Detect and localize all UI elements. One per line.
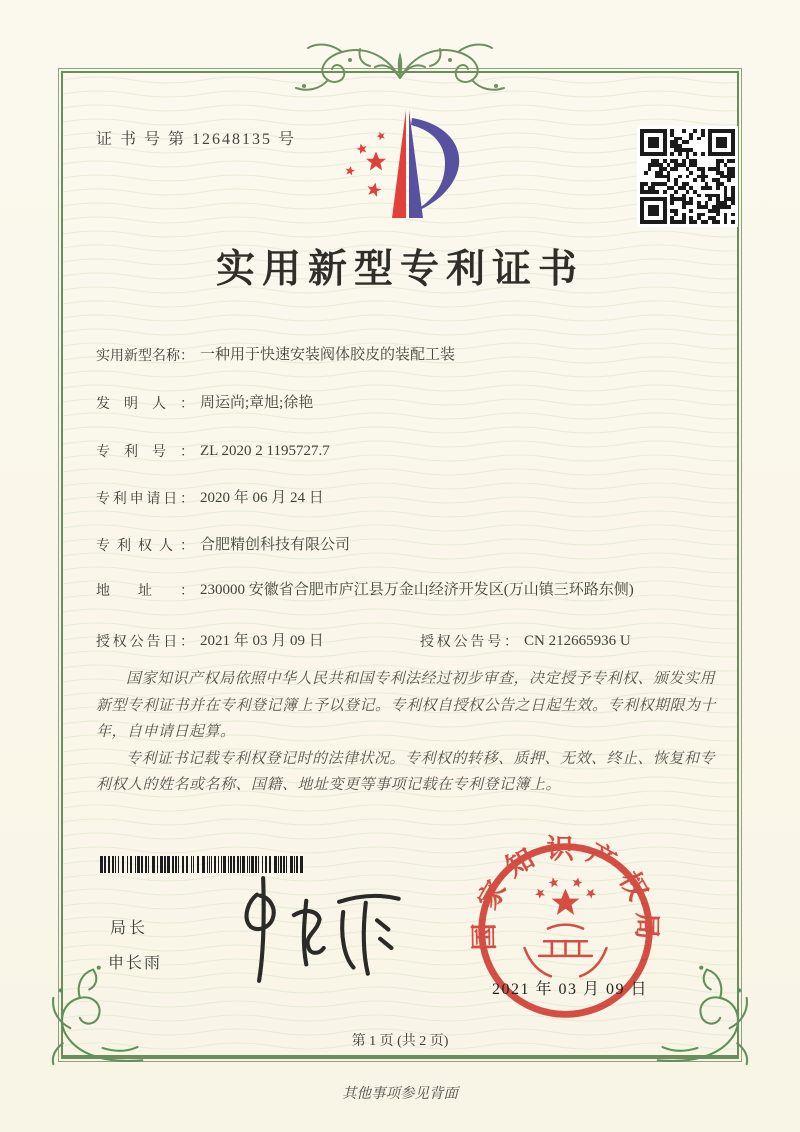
- field-row-grant-number: [420, 631, 631, 653]
- field-row-grant-date: [96, 631, 324, 653]
- field-row-patent-number: [96, 441, 330, 463]
- certificate-number: 证 书 号 第 12648135 号: [96, 131, 297, 148]
- field-label: 实用新型名称：: [96, 349, 194, 364]
- seal-date: 2021 年 03 月 09 日: [492, 981, 649, 998]
- field-value: 2021 年 03 月 09 日: [200, 633, 324, 649]
- field-label: 专利权人：: [96, 539, 194, 554]
- field-value: 周运尚;章旭;徐艳: [200, 395, 314, 411]
- certificate-title: 实用新型专利证书: [215, 248, 584, 291]
- cnipa-logo-icon: [332, 104, 482, 224]
- field-label: 授权公告日：: [96, 635, 194, 650]
- legal-paragraph-register: 专利证书记载专利权登记时的法律状况。专利权的转移、质押、无效、终止、恢复和专利权人的姓名或名称、国籍、地址变更等事项记载在专利登记簿上。: [96, 750, 716, 793]
- back-side-note: 其他事项参见背面: [342, 1086, 458, 1102]
- field-row-address: [96, 580, 668, 602]
- field-value: 合肥精创科技有限公司: [200, 537, 351, 553]
- tiananmen-emblem-lines: [525, 925, 607, 977]
- field-value: 一种用于快速安装阀体胶皮的装配工装: [200, 347, 456, 363]
- field-label: 专利申请日：: [96, 492, 194, 507]
- field-label: 地址：: [96, 584, 194, 599]
- field-row-filing-date: [96, 488, 324, 510]
- field-label: 授权公告号：: [420, 635, 518, 650]
- field-label: 专利号：: [96, 445, 194, 460]
- legal-paragraph-grant: 国家知识产权局依照中华人民共和国专利法经过初步审查，决定授予专利权、颁发实用新型专利证书并在专利登记簿上予以登记。专利权自授权公告之日起生效。专利权期限为十年，自申请日起算。: [96, 671, 717, 740]
- corner-flourish-icon: [42, 962, 146, 1066]
- director-title: 局长: [110, 920, 149, 937]
- field-value: CN 212665936 U: [524, 633, 631, 649]
- field-value: 230000 安徽省合肥市庐江县万金山经济开发区(万山镇三环路东侧): [200, 582, 634, 598]
- page-number: 第 1 页 (共 2 页): [351, 1034, 449, 1049]
- field-label: 发明人：: [96, 397, 194, 412]
- corner-flourish-icon: [654, 962, 758, 1066]
- legal-text-block: [96, 666, 716, 799]
- seal-organization-text: 国家知识产权局: [469, 834, 662, 951]
- top-floral-ornament-icon: [280, 36, 520, 102]
- field-row-utility-model-name: [96, 345, 455, 367]
- field-value: 2020 年 06 月 24 日: [200, 490, 324, 506]
- field-row-inventors: [96, 393, 313, 415]
- field-row-patentee: [96, 535, 350, 557]
- qr-code-icon: [637, 126, 738, 227]
- director-name: 申长雨: [108, 955, 163, 972]
- handwritten-signature-icon: [218, 870, 413, 988]
- field-value: ZL 2020 2 1195727.7: [200, 443, 330, 459]
